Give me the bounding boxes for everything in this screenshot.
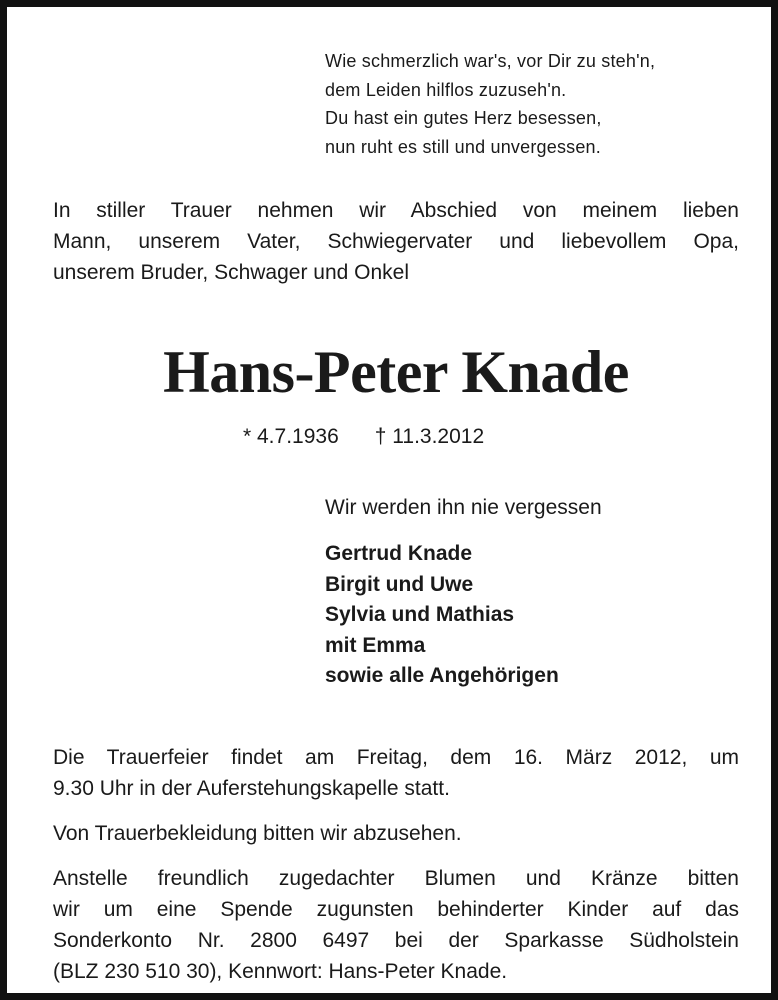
- remembrance-line: Wir werden ihn nie vergessen: [325, 496, 602, 519]
- life-dates: [243, 422, 484, 452]
- poem-line: dem Leiden hilflos zuzuseh'n.: [325, 79, 567, 100]
- donation-request: [53, 863, 739, 987]
- poem-line: Wie schmerzlich war's, vor Dir zu steh'n,: [325, 51, 656, 71]
- mourner-name: sowie alle Angehörigen: [325, 664, 559, 687]
- intro-line: Mann, unserem Vater, Schwiegervater und liebevollem Opa,: [53, 230, 739, 253]
- poem-line: nun ruht es still und unvergessen.: [325, 136, 601, 157]
- mourner-name: Birgit und Uwe: [325, 572, 474, 596]
- memorial-poem: [325, 47, 745, 161]
- birth-date: * 4.7.1936: [243, 425, 339, 448]
- poem-line: Du hast ein gutes Herz besessen,: [325, 108, 602, 128]
- funeral-line: Die Trauerfeier findet am Freitag, dem 16. März 2012, um: [53, 746, 739, 769]
- funeral-line: 9.30 Uhr in der Auferstehungskapelle statt.: [53, 777, 450, 800]
- mourner-name: Gertrud Knade: [325, 542, 473, 565]
- clothing-note-line: Von Trauerbekleidung bitten wir abzusehen.: [53, 822, 462, 845]
- donation-line: Sonderkonto Nr. 2800 6497 bei der Sparkasse Südholstein: [53, 929, 739, 952]
- death-date: † 11.3.2012: [374, 425, 485, 448]
- donation-line: (BLZ 230 510 30), Kennwort: Hans-Peter Knade.: [53, 960, 508, 983]
- intro-line: unserem Bruder, Schwager und Onkel: [53, 261, 410, 284]
- mourner-name: mit Emma: [325, 633, 426, 657]
- farewell-intro: [53, 195, 739, 288]
- funeral-info: [53, 742, 739, 804]
- clothing-note: [53, 818, 739, 849]
- deceased-name: Hans-Peter Knade: [163, 339, 629, 405]
- intro-line: In stiller Trauer nehmen wir Abschied von meinem lieben: [53, 199, 739, 222]
- mourner-name: Sylvia und Mathias: [325, 603, 515, 626]
- mourners-list: [325, 539, 559, 692]
- donation-line: wir um eine Spende zugunsten behinderter Kinder auf das: [53, 898, 739, 921]
- donation-line: Anstelle freundlich zugedachter Blumen und Kränze bitten: [53, 867, 739, 890]
